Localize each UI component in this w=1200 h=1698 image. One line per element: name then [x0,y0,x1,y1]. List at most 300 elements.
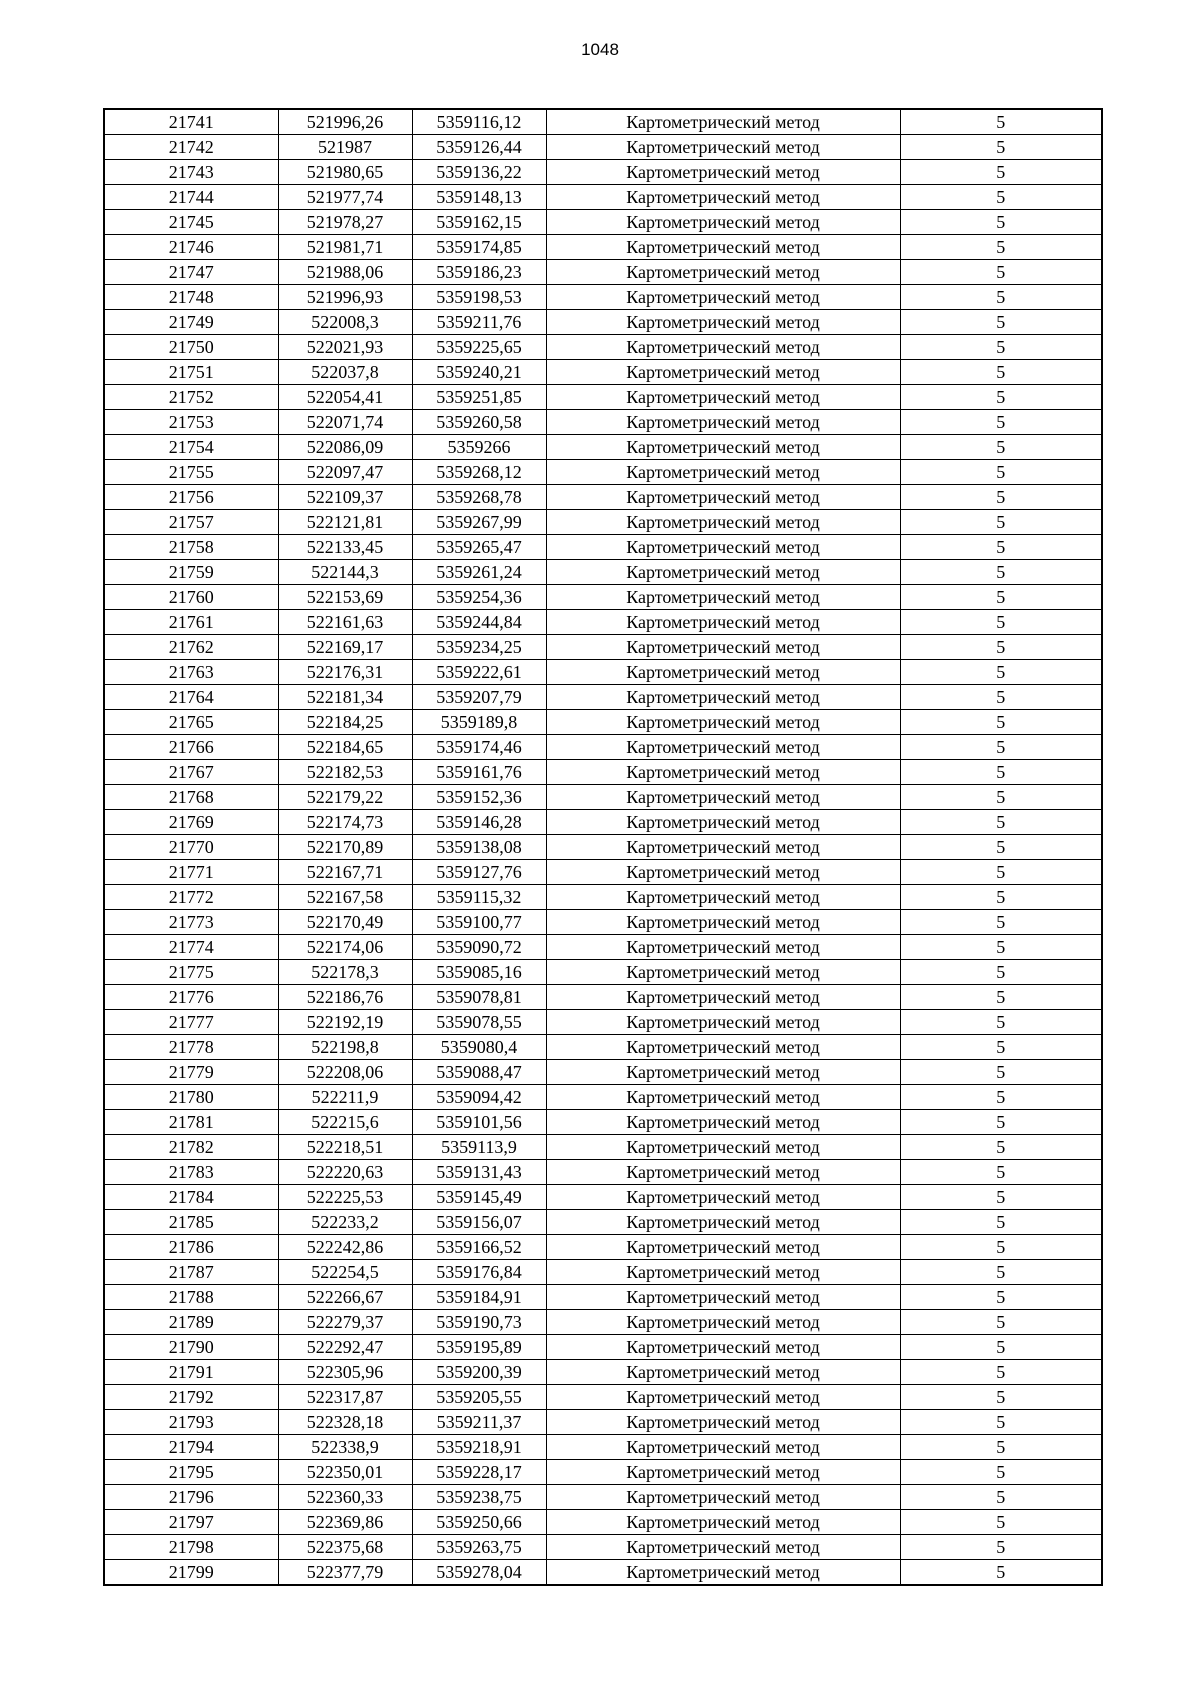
table-row [104,485,1102,510]
y-coordinate-cell: 5359211,37 [412,1410,546,1435]
table-row [104,360,1102,385]
point-number-cell: 21789 [104,1310,278,1335]
method-cell: Картометрический метод [546,235,900,260]
method-cell: Картометрический метод [546,585,900,610]
x-coordinate-cell: 522377,79 [278,1560,412,1586]
method-cell: Картометрический метод [546,410,900,435]
method-cell: Картометрический метод [546,460,900,485]
accuracy-cell: 5 [900,635,1102,660]
point-number-cell: 21747 [104,260,278,285]
accuracy-cell: 5 [900,385,1102,410]
accuracy-cell: 5 [900,109,1102,135]
method-cell: Картометрический метод [546,385,900,410]
point-number-cell: 21796 [104,1485,278,1510]
method-cell: Картометрический метод [546,185,900,210]
table-row [104,335,1102,360]
x-coordinate-cell: 522242,86 [278,1235,412,1260]
method-cell: Картометрический метод [546,1460,900,1485]
method-cell: Картометрический метод [546,1085,900,1110]
y-coordinate-cell: 5359174,46 [412,735,546,760]
x-coordinate-cell: 522292,47 [278,1335,412,1360]
x-coordinate-cell: 521977,74 [278,185,412,210]
table-row [104,1435,1102,1460]
point-number-cell: 21763 [104,660,278,685]
table-row [104,610,1102,635]
x-coordinate-cell: 521996,26 [278,109,412,135]
accuracy-cell: 5 [900,1260,1102,1285]
table-row [104,260,1102,285]
point-number-cell: 21741 [104,109,278,135]
point-number-cell: 21794 [104,1435,278,1460]
y-coordinate-cell: 5359234,25 [412,635,546,660]
table-row [104,885,1102,910]
method-cell: Картометрический метод [546,1360,900,1385]
y-coordinate-cell: 5359078,81 [412,985,546,1010]
table-row [104,710,1102,735]
y-coordinate-cell: 5359238,75 [412,1485,546,1510]
table-row [104,1210,1102,1235]
method-cell: Картометрический метод [546,685,900,710]
y-coordinate-cell: 5359265,47 [412,535,546,560]
y-coordinate-cell: 5359207,79 [412,685,546,710]
method-cell: Картометрический метод [546,885,900,910]
accuracy-cell: 5 [900,885,1102,910]
x-coordinate-cell: 522328,18 [278,1410,412,1435]
table-row [104,1485,1102,1510]
table-row [104,1510,1102,1535]
accuracy-cell: 5 [900,560,1102,585]
method-cell: Картометрический метод [546,560,900,585]
x-coordinate-cell: 522054,41 [278,385,412,410]
accuracy-cell: 5 [900,860,1102,885]
x-coordinate-cell: 522008,3 [278,310,412,335]
method-cell: Картометрический метод [546,1185,900,1210]
y-coordinate-cell: 5359266 [412,435,546,460]
point-number-cell: 21750 [104,335,278,360]
y-coordinate-cell: 5359174,85 [412,235,546,260]
table-row [104,1360,1102,1385]
y-coordinate-cell: 5359116,12 [412,109,546,135]
accuracy-cell: 5 [900,310,1102,335]
point-number-cell: 21770 [104,835,278,860]
x-coordinate-cell: 522181,34 [278,685,412,710]
accuracy-cell: 5 [900,785,1102,810]
accuracy-cell: 5 [900,1285,1102,1310]
y-coordinate-cell: 5359166,52 [412,1235,546,1260]
point-number-cell: 21771 [104,860,278,885]
y-coordinate-cell: 5359222,61 [412,660,546,685]
table-row [104,985,1102,1010]
table-row [104,960,1102,985]
y-coordinate-cell: 5359145,49 [412,1185,546,1210]
point-number-cell: 21757 [104,510,278,535]
x-coordinate-cell: 522360,33 [278,1485,412,1510]
y-coordinate-cell: 5359278,04 [412,1560,546,1586]
table-row [104,935,1102,960]
accuracy-cell: 5 [900,485,1102,510]
point-number-cell: 21748 [104,285,278,310]
table-row [104,135,1102,160]
x-coordinate-cell: 522097,47 [278,460,412,485]
accuracy-cell: 5 [900,1360,1102,1385]
x-coordinate-cell: 522369,86 [278,1510,412,1535]
x-coordinate-cell: 522174,73 [278,810,412,835]
point-number-cell: 21766 [104,735,278,760]
table-row [104,160,1102,185]
point-number-cell: 21775 [104,960,278,985]
method-cell: Картометрический метод [546,860,900,885]
x-coordinate-cell: 522215,6 [278,1110,412,1135]
table-row [104,760,1102,785]
y-coordinate-cell: 5359250,66 [412,1510,546,1535]
point-number-cell: 21754 [104,435,278,460]
y-coordinate-cell: 5359195,89 [412,1335,546,1360]
x-coordinate-cell: 522218,51 [278,1135,412,1160]
point-number-cell: 21781 [104,1110,278,1135]
y-coordinate-cell: 5359268,12 [412,460,546,485]
method-cell: Картометрический метод [546,310,900,335]
y-coordinate-cell: 5359148,13 [412,185,546,210]
accuracy-cell: 5 [900,710,1102,735]
y-coordinate-cell: 5359268,78 [412,485,546,510]
table-row [104,1110,1102,1135]
y-coordinate-cell: 5359205,55 [412,1385,546,1410]
table-row [104,1160,1102,1185]
accuracy-cell: 5 [900,835,1102,860]
y-coordinate-cell: 5359225,65 [412,335,546,360]
point-number-cell: 21786 [104,1235,278,1260]
point-number-cell: 21783 [104,1160,278,1185]
accuracy-cell: 5 [900,935,1102,960]
point-number-cell: 21785 [104,1210,278,1235]
accuracy-cell: 5 [900,335,1102,360]
y-coordinate-cell: 5359146,28 [412,810,546,835]
point-number-cell: 21774 [104,935,278,960]
y-coordinate-cell: 5359189,8 [412,710,546,735]
accuracy-cell: 5 [900,1160,1102,1185]
table-row [104,1560,1102,1586]
accuracy-cell: 5 [900,1485,1102,1510]
method-cell: Картометрический метод [546,985,900,1010]
accuracy-cell: 5 [900,1010,1102,1035]
x-coordinate-cell: 522178,3 [278,960,412,985]
accuracy-cell: 5 [900,210,1102,235]
table-row [104,1285,1102,1310]
point-number-cell: 21793 [104,1410,278,1435]
table-row [104,310,1102,335]
x-coordinate-cell: 521981,71 [278,235,412,260]
method-cell: Картометрический метод [546,160,900,185]
x-coordinate-cell: 522176,31 [278,660,412,685]
table-row [104,685,1102,710]
y-coordinate-cell: 5359115,32 [412,885,546,910]
x-coordinate-cell: 522021,93 [278,335,412,360]
accuracy-cell: 5 [900,685,1102,710]
method-cell: Картометрический метод [546,1485,900,1510]
method-cell: Картометрический метод [546,260,900,285]
table-row [104,860,1102,885]
point-number-cell: 21797 [104,1510,278,1535]
table-row [104,1010,1102,1035]
y-coordinate-cell: 5359200,39 [412,1360,546,1385]
x-coordinate-cell: 521988,06 [278,260,412,285]
x-coordinate-cell: 522254,5 [278,1260,412,1285]
method-cell: Картометрический метод [546,1110,900,1135]
x-coordinate-cell: 522037,8 [278,360,412,385]
point-number-cell: 21773 [104,910,278,935]
x-coordinate-cell: 522109,37 [278,485,412,510]
x-coordinate-cell: 522305,96 [278,1360,412,1385]
method-cell: Картометрический метод [546,1010,900,1035]
x-coordinate-cell: 522167,58 [278,885,412,910]
accuracy-cell: 5 [900,1435,1102,1460]
x-coordinate-cell: 522170,89 [278,835,412,860]
method-cell: Картометрический метод [546,1135,900,1160]
method-cell: Картометрический метод [546,109,900,135]
x-coordinate-cell: 521987 [278,135,412,160]
accuracy-cell: 5 [900,1235,1102,1260]
point-number-cell: 21780 [104,1085,278,1110]
accuracy-cell: 5 [900,260,1102,285]
table-row [104,435,1102,460]
y-coordinate-cell: 5359190,73 [412,1310,546,1335]
point-number-cell: 21776 [104,985,278,1010]
x-coordinate-cell: 522169,17 [278,635,412,660]
y-coordinate-cell: 5359088,47 [412,1060,546,1085]
method-cell: Картометрический метод [546,660,900,685]
accuracy-cell: 5 [900,1410,1102,1435]
point-number-cell: 21788 [104,1285,278,1310]
accuracy-cell: 5 [900,1535,1102,1560]
point-number-cell: 21791 [104,1360,278,1385]
table-row [104,560,1102,585]
x-coordinate-cell: 522153,69 [278,585,412,610]
method-cell: Картометрический метод [546,1035,900,1060]
table-row [104,635,1102,660]
accuracy-cell: 5 [900,1510,1102,1535]
page-number: 1048 [581,40,619,59]
point-number-cell: 21777 [104,1010,278,1035]
x-coordinate-cell: 522338,9 [278,1435,412,1460]
y-coordinate-cell: 5359127,76 [412,860,546,885]
table-row [104,1135,1102,1160]
method-cell: Картометрический метод [546,1310,900,1335]
table-row [104,235,1102,260]
y-coordinate-cell: 5359131,43 [412,1160,546,1185]
method-cell: Картометрический метод [546,1285,900,1310]
x-coordinate-cell: 521978,27 [278,210,412,235]
point-number-cell: 21752 [104,385,278,410]
method-cell: Картометрический метод [546,735,900,760]
x-coordinate-cell: 522144,3 [278,560,412,585]
table-row [104,1085,1102,1110]
point-number-cell: 21751 [104,360,278,385]
y-coordinate-cell: 5359085,16 [412,960,546,985]
method-cell: Картометрический метод [546,835,900,860]
point-number-cell: 21759 [104,560,278,585]
accuracy-cell: 5 [900,610,1102,635]
accuracy-cell: 5 [900,160,1102,185]
point-number-cell: 21784 [104,1185,278,1210]
accuracy-cell: 5 [900,1035,1102,1060]
table-row [104,460,1102,485]
table-row [104,585,1102,610]
method-cell: Картометрический метод [546,810,900,835]
method-cell: Картометрический метод [546,1060,900,1085]
point-number-cell: 21795 [104,1460,278,1485]
x-coordinate-cell: 522198,8 [278,1035,412,1060]
table-row [104,660,1102,685]
x-coordinate-cell: 522174,06 [278,935,412,960]
point-number-cell: 21769 [104,810,278,835]
y-coordinate-cell: 5359254,36 [412,585,546,610]
x-coordinate-cell: 522170,49 [278,910,412,935]
table-row [104,1185,1102,1210]
x-coordinate-cell: 522133,45 [278,535,412,560]
x-coordinate-cell: 522350,01 [278,1460,412,1485]
accuracy-cell: 5 [900,760,1102,785]
method-cell: Картометрический метод [546,210,900,235]
accuracy-cell: 5 [900,585,1102,610]
point-number-cell: 21765 [104,710,278,735]
accuracy-cell: 5 [900,1110,1102,1135]
accuracy-cell: 5 [900,360,1102,385]
point-number-cell: 21782 [104,1135,278,1160]
method-cell: Картометрический метод [546,1210,900,1235]
table-row [104,1460,1102,1485]
method-cell: Картометрический метод [546,335,900,360]
table-row [104,835,1102,860]
method-cell: Картометрический метод [546,785,900,810]
point-number-cell: 21772 [104,885,278,910]
x-coordinate-cell: 522317,87 [278,1385,412,1410]
y-coordinate-cell: 5359184,91 [412,1285,546,1310]
method-cell: Картометрический метод [546,635,900,660]
x-coordinate-cell: 522071,74 [278,410,412,435]
accuracy-cell: 5 [900,1210,1102,1235]
method-cell: Картометрический метод [546,1335,900,1360]
y-coordinate-cell: 5359162,15 [412,210,546,235]
accuracy-cell: 5 [900,460,1102,485]
method-cell: Картометрический метод [546,1235,900,1260]
table-row [104,1535,1102,1560]
y-coordinate-cell: 5359078,55 [412,1010,546,1035]
table-row [104,510,1102,535]
point-number-cell: 21778 [104,1035,278,1060]
point-number-cell: 21779 [104,1060,278,1085]
table-row [104,810,1102,835]
point-number-cell: 21790 [104,1335,278,1360]
x-coordinate-cell: 521996,93 [278,285,412,310]
accuracy-cell: 5 [900,735,1102,760]
table-row [104,1385,1102,1410]
point-number-cell: 21792 [104,1385,278,1410]
point-number-cell: 21745 [104,210,278,235]
accuracy-cell: 5 [900,1560,1102,1586]
point-number-cell: 21746 [104,235,278,260]
table-row [104,785,1102,810]
accuracy-cell: 5 [900,1060,1102,1085]
point-number-cell: 21764 [104,685,278,710]
point-number-cell: 21767 [104,760,278,785]
y-coordinate-cell: 5359198,53 [412,285,546,310]
x-coordinate-cell: 522266,67 [278,1285,412,1310]
y-coordinate-cell: 5359152,36 [412,785,546,810]
y-coordinate-cell: 5359263,75 [412,1535,546,1560]
method-cell: Картометрический метод [546,510,900,535]
table-row [104,1410,1102,1435]
accuracy-cell: 5 [900,1385,1102,1410]
point-number-cell: 21743 [104,160,278,185]
accuracy-cell: 5 [900,510,1102,535]
point-number-cell: 21798 [104,1535,278,1560]
accuracy-cell: 5 [900,1460,1102,1485]
x-coordinate-cell: 522233,2 [278,1210,412,1235]
coordinates-table [103,108,1103,1586]
coordinates-table-body [104,109,1102,1585]
x-coordinate-cell: 522182,53 [278,760,412,785]
y-coordinate-cell: 5359138,08 [412,835,546,860]
method-cell: Картометрический метод [546,1510,900,1535]
method-cell: Картометрический метод [546,135,900,160]
method-cell: Картометрический метод [546,435,900,460]
point-number-cell: 21744 [104,185,278,210]
accuracy-cell: 5 [900,1085,1102,1110]
point-number-cell: 21749 [104,310,278,335]
point-number-cell: 21799 [104,1560,278,1586]
x-coordinate-cell: 522186,76 [278,985,412,1010]
method-cell: Картометрический метод [546,1260,900,1285]
table-row [104,1060,1102,1085]
x-coordinate-cell: 522167,71 [278,860,412,885]
accuracy-cell: 5 [900,660,1102,685]
method-cell: Картометрический метод [546,1560,900,1586]
method-cell: Картометрический метод [546,1435,900,1460]
x-coordinate-cell: 522184,65 [278,735,412,760]
method-cell: Картометрический метод [546,1160,900,1185]
x-coordinate-cell: 522161,63 [278,610,412,635]
method-cell: Картометрический метод [546,710,900,735]
table-row [104,1310,1102,1335]
point-number-cell: 21758 [104,535,278,560]
point-number-cell: 21756 [104,485,278,510]
y-coordinate-cell: 5359156,07 [412,1210,546,1235]
method-cell: Картометрический метод [546,485,900,510]
y-coordinate-cell: 5359080,4 [412,1035,546,1060]
y-coordinate-cell: 5359228,17 [412,1460,546,1485]
accuracy-cell: 5 [900,1135,1102,1160]
y-coordinate-cell: 5359101,56 [412,1110,546,1135]
accuracy-cell: 5 [900,810,1102,835]
method-cell: Картометрический метод [546,535,900,560]
accuracy-cell: 5 [900,1335,1102,1360]
y-coordinate-cell: 5359261,24 [412,560,546,585]
point-number-cell: 21742 [104,135,278,160]
y-coordinate-cell: 5359094,42 [412,1085,546,1110]
x-coordinate-cell: 521980,65 [278,160,412,185]
table-row [104,735,1102,760]
y-coordinate-cell: 5359218,91 [412,1435,546,1460]
table-row [104,410,1102,435]
method-cell: Картометрический метод [546,1535,900,1560]
accuracy-cell: 5 [900,235,1102,260]
x-coordinate-cell: 522208,06 [278,1060,412,1085]
x-coordinate-cell: 522086,09 [278,435,412,460]
method-cell: Картометрический метод [546,360,900,385]
method-cell: Картометрический метод [546,1410,900,1435]
point-number-cell: 21787 [104,1260,278,1285]
accuracy-cell: 5 [900,285,1102,310]
